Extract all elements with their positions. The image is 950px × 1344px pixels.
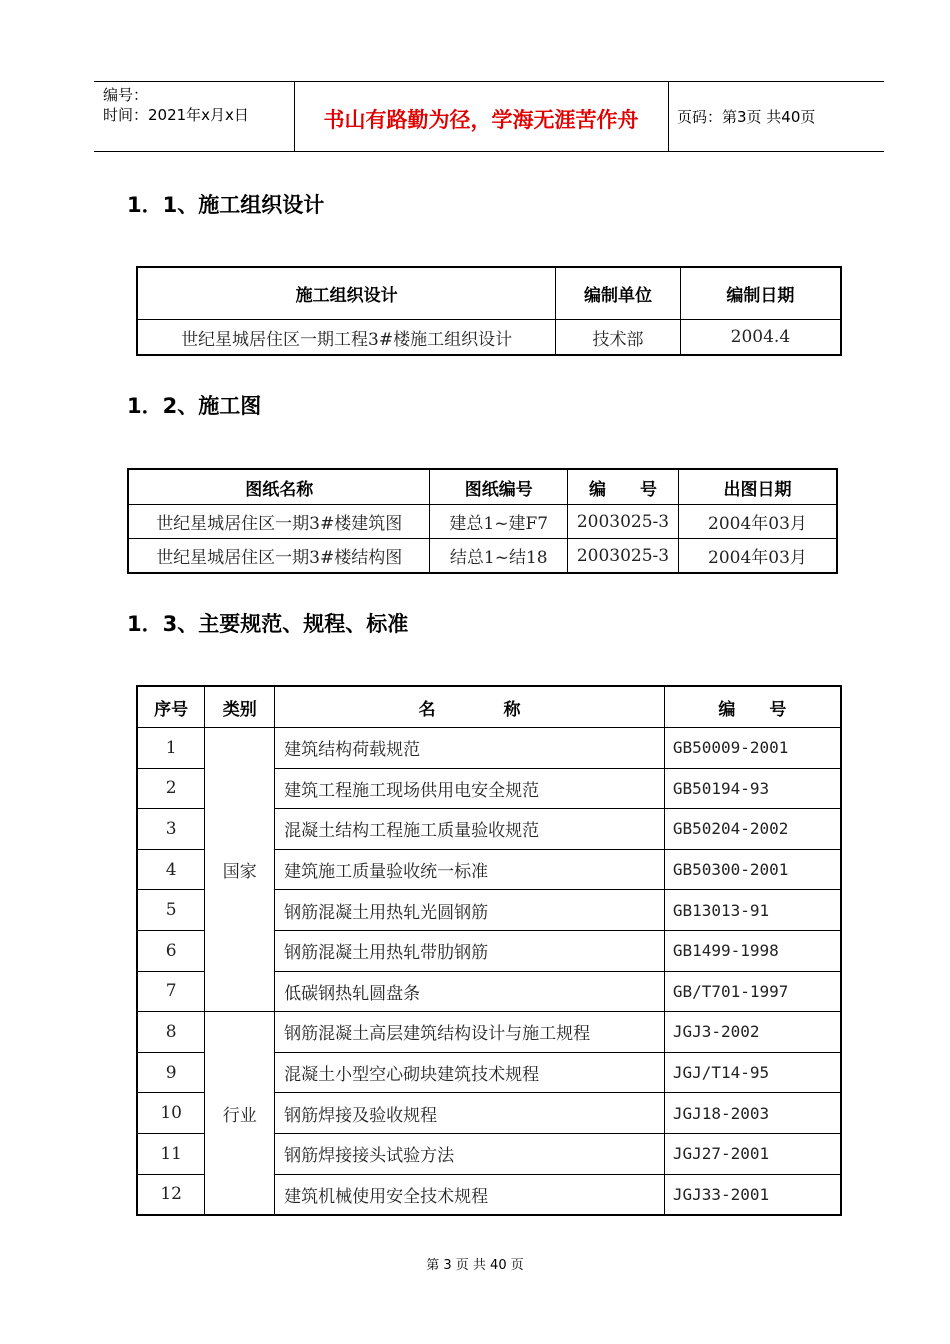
table-cell: JGJ27-2001 bbox=[664, 1133, 841, 1174]
column-header: 编 号 bbox=[568, 469, 679, 505]
table-cell: 5 bbox=[137, 890, 205, 931]
column-header: 类别 bbox=[205, 686, 275, 728]
table-cell: JGJ/T14-95 bbox=[664, 1052, 841, 1093]
table-cell: JGJ18-2003 bbox=[664, 1093, 841, 1134]
table-cell: 8 bbox=[137, 1012, 205, 1053]
table-cell: GB50009-2001 bbox=[664, 728, 841, 769]
code-label: 编号： bbox=[103, 86, 149, 104]
table-header-row bbox=[137, 267, 841, 320]
table-cell: GB50194-93 bbox=[664, 768, 841, 809]
table-cell: GB50204-2002 bbox=[664, 809, 841, 850]
column-header: 编制日期 bbox=[680, 267, 841, 320]
time-label: 时间：2021年x月x日 bbox=[103, 106, 249, 124]
table-cell: GB/T701-1997 bbox=[664, 971, 841, 1012]
table-cell: 世纪星城居住区一期3#楼建筑图 bbox=[128, 505, 430, 539]
table-row bbox=[128, 539, 837, 574]
table-cell: 2003025-3 bbox=[568, 539, 679, 574]
table-cell: JGJ3-2002 bbox=[664, 1012, 841, 1053]
construction-design-table bbox=[136, 266, 842, 356]
column-header: 施工组织设计 bbox=[137, 267, 556, 320]
page-header bbox=[94, 81, 884, 152]
table-cell: GB1499-1998 bbox=[664, 930, 841, 971]
table-row bbox=[137, 728, 841, 769]
table-row bbox=[128, 505, 837, 539]
table-header-row bbox=[137, 686, 841, 728]
table-cell: 钢筋混凝土用热轧带肋钢筋 bbox=[275, 930, 665, 971]
table-cell: 钢筋混凝土用热轧光圆钢筋 bbox=[275, 890, 665, 931]
table-cell: 钢筋焊接接头试验方法 bbox=[275, 1133, 665, 1174]
category-cell: 国家 bbox=[205, 728, 275, 1012]
column-header: 编制单位 bbox=[556, 267, 681, 320]
column-header: 编 号 bbox=[664, 686, 841, 728]
table-cell: 世纪星城居住区一期工程3#楼施工组织设计 bbox=[137, 320, 556, 356]
table-cell: 建筑机械使用安全技术规程 bbox=[275, 1174, 665, 1215]
table-cell: JGJ33-2001 bbox=[664, 1174, 841, 1215]
table-cell: 钢筋焊接及验收规程 bbox=[275, 1093, 665, 1134]
table-cell: 12 bbox=[137, 1174, 205, 1215]
standards-table-body bbox=[137, 728, 841, 1216]
table-cell: 11 bbox=[137, 1133, 205, 1174]
table-cell: 6 bbox=[137, 930, 205, 971]
table-cell: 9 bbox=[137, 1052, 205, 1093]
section2-title: 1．2、施工图 bbox=[127, 394, 262, 418]
section3-title: 1．3、主要规范、规程、标准 bbox=[127, 612, 409, 636]
table-cell: 低碳钢热轧圆盘条 bbox=[275, 971, 665, 1012]
table-cell: 建筑结构荷载规范 bbox=[275, 728, 665, 769]
column-header: 图纸名称 bbox=[128, 469, 430, 505]
table-cell: 混凝土结构工程施工质量验收规范 bbox=[275, 809, 665, 850]
table-cell: GB13013-91 bbox=[664, 890, 841, 931]
standards-table bbox=[136, 685, 842, 1216]
table-header-row bbox=[128, 469, 837, 505]
table-cell: 2004年03月 bbox=[678, 505, 837, 539]
table-cell: 3 bbox=[137, 809, 205, 850]
table-cell: 建筑施工质量验收统一标准 bbox=[275, 849, 665, 890]
table-row bbox=[137, 320, 841, 356]
motto: 书山有路勤为径，学海无涯苦作舟 bbox=[323, 108, 639, 132]
header-left-cell bbox=[94, 82, 295, 151]
column-header: 出图日期 bbox=[678, 469, 837, 505]
table-cell: GB50300-2001 bbox=[664, 849, 841, 890]
table-cell: 2 bbox=[137, 768, 205, 809]
table-cell: 2004.4 bbox=[680, 320, 841, 356]
column-header: 名 称 bbox=[275, 686, 665, 728]
table-cell: 技术部 bbox=[556, 320, 681, 356]
table-cell: 结总1~结18 bbox=[430, 539, 568, 574]
table-cell: 7 bbox=[137, 971, 205, 1012]
table-cell: 2004年03月 bbox=[678, 539, 837, 574]
column-header: 图纸编号 bbox=[430, 469, 568, 505]
table-cell: 钢筋混凝土高层建筑结构设计与施工规程 bbox=[275, 1012, 665, 1053]
table-cell: 建总1~建F7 bbox=[430, 505, 568, 539]
table-cell: 1 bbox=[137, 728, 205, 769]
table-cell: 混凝土小型空心砌块建筑技术规程 bbox=[275, 1052, 665, 1093]
table-row bbox=[137, 1012, 841, 1053]
section1-title: 1．1、施工组织设计 bbox=[127, 193, 325, 217]
table-cell: 4 bbox=[137, 849, 205, 890]
table-cell: 10 bbox=[137, 1093, 205, 1134]
table-cell: 建筑工程施工现场供用电安全规范 bbox=[275, 768, 665, 809]
drawings-table bbox=[127, 468, 838, 574]
page-footer: 第 3 页 共 40 页 bbox=[426, 1258, 524, 1273]
column-header: 序号 bbox=[137, 686, 205, 728]
category-cell: 行业 bbox=[205, 1012, 275, 1215]
page-number-label: 页码：第3页 共40页 bbox=[677, 108, 816, 126]
header-middle-cell bbox=[294, 82, 669, 151]
table-cell: 2003025-3 bbox=[568, 505, 679, 539]
table-cell: 世纪星城居住区一期3#楼结构图 bbox=[128, 539, 430, 574]
